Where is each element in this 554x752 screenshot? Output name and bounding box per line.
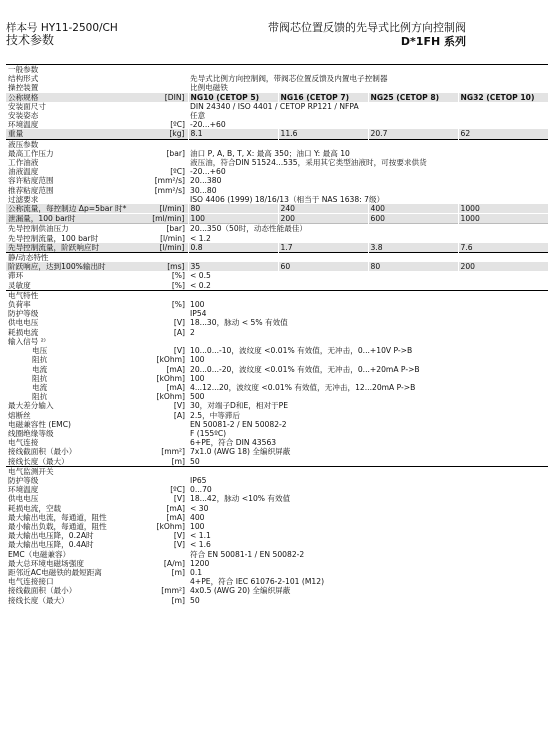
size-value: 200 (458, 262, 548, 271)
spec-row (6, 401, 548, 410)
parameter-value: < 1.2 (190, 233, 211, 243)
unit-label (132, 111, 188, 120)
parameter-label: 接线截面积（最小） (8, 447, 77, 457)
unit-label (132, 195, 188, 204)
unit-label: [m] (171, 456, 185, 466)
unit-label: [m] (171, 567, 185, 577)
parameter-value: 4...12...20，波纹度 <0.01% 有效值，无冲击，12...20mA P->B (190, 382, 416, 392)
parameter-label: 电磁兼容性 (EMC) (8, 419, 71, 429)
parameter-value: -20...+60 (190, 120, 226, 130)
parameter-value: 任意 (190, 111, 206, 121)
parameter-label: 先导控制流量，阶跃响应时 (6, 243, 132, 253)
unit-label: [kOhm] (156, 355, 185, 365)
parameter-label: 电气连接接口 (8, 577, 54, 587)
size-value: 11.6 (278, 129, 368, 139)
unit-label (132, 309, 188, 318)
unit-label (132, 253, 188, 263)
parameter-value: DIN 24340 / ISO 4401 / CETOP RP121 / NFPA (190, 101, 359, 111)
unit-label: [bar] (166, 148, 185, 158)
parameter-label: 阻抗 (32, 392, 48, 402)
spec-row (6, 262, 548, 271)
parameter-label: 安装面尺寸 (8, 101, 46, 111)
spec-row (6, 346, 548, 355)
parameter-label: 一般参数 (6, 65, 132, 75)
unit-label (132, 429, 188, 438)
unit-label: [ms] (132, 262, 188, 271)
spec-row (6, 167, 548, 176)
unit-label: [l/min] (160, 233, 185, 243)
unit-label (132, 476, 188, 485)
unit-label: [ºC] (170, 485, 185, 495)
parameter-value: 100 (190, 355, 205, 365)
parameter-label: 输入信号 ²⁾ (8, 336, 46, 346)
unit-label (132, 466, 188, 476)
parameter-label: 公称流量，每控制边 Δp=5bar 时* (6, 204, 132, 214)
unit-label (132, 577, 188, 586)
parameter-label: 操控装置 (8, 83, 39, 93)
size-value: 100 (188, 214, 278, 224)
size-value: 0.8 (188, 243, 278, 253)
spec-row (6, 531, 548, 540)
spec-row (6, 411, 548, 420)
unit-label: [V] (173, 531, 185, 541)
unit-label: [bar] (166, 224, 185, 234)
parameter-value: 20...0...-20，波纹度 <0.01% 有效值，无冲击，0...+20mA P->B (190, 364, 420, 374)
parameter-value: 油口 P, A, B, T, X: 最高 350；油口 Y: 最高 10 (190, 148, 350, 158)
parameter-label: 最大输出电压降，0.4A时 (8, 540, 94, 550)
parameter-value: 0...70 (190, 485, 212, 495)
parameter-value: 500 (190, 392, 205, 402)
size-value: 62 (458, 129, 548, 139)
unit-label (132, 74, 188, 83)
spec-row (6, 111, 548, 120)
parameter-value: 10...0...-10，波纹度 <0.01% 有效值，无冲击，0...+10V P->B (190, 346, 413, 356)
parameter-value: 2.5，中等滞后 (190, 410, 241, 420)
parameter-value: 比例电磁铁 (190, 83, 228, 93)
size-value: 3.8 (368, 243, 458, 253)
unit-label (132, 65, 188, 75)
unit-label (132, 337, 188, 346)
unit-label: [%] (171, 280, 185, 290)
parameter-value: 先导式比例方向控制阀，带阀芯位置反馈及内置电子控制器 (190, 74, 388, 84)
spec-row (6, 300, 548, 309)
spec-row (6, 374, 548, 383)
spec-row (6, 74, 548, 83)
size-value: NG16 (CETOP 7) (278, 93, 368, 102)
size-value: 80 (368, 262, 458, 271)
parameter-value (188, 337, 548, 346)
unit-label (132, 102, 188, 111)
parameter-label: 阶跃响应，达到100%输出时 (6, 262, 132, 271)
unit-label: [V] (173, 401, 185, 411)
spec-row (6, 195, 548, 204)
parameter-label: 先导控制供油压力 (8, 224, 69, 234)
size-value: NG32 (CETOP 10) (458, 93, 548, 102)
size-value: NG10 (CETOP 5) (188, 93, 278, 102)
parameter-label: 结构形式 (8, 74, 39, 84)
parameter-value: < 30 (190, 503, 209, 513)
spec-row (6, 214, 548, 224)
unit-label (132, 290, 188, 300)
size-value: 240 (278, 204, 368, 214)
unit-label: [V] (173, 318, 185, 328)
parameter-label: 供电电压 (8, 494, 39, 504)
unit-label: [mA] (166, 512, 185, 522)
spec-row (6, 577, 548, 586)
product-series: D*1FH 系列 (400, 35, 466, 48)
unit-label (132, 139, 188, 149)
unit-label: [mA] (166, 364, 185, 374)
parameter-value: < 0.5 (190, 271, 211, 281)
unit-label (132, 550, 188, 559)
unit-label: [l/min] (132, 243, 188, 253)
parameter-label: 工作油液 (8, 158, 39, 168)
parameter-value: 20...350（50时，动态性能最佳） (190, 224, 307, 234)
parameter-label: 环境温度 (8, 120, 39, 130)
parameter-label: 推荐粘度范围 (8, 185, 54, 195)
parameter-label: 泄漏量，100 bar时 (6, 214, 132, 224)
parameter-value: IP54 (190, 309, 207, 319)
parameter-value: 100 (190, 521, 205, 531)
size-value: 35 (188, 262, 278, 271)
spec-row (6, 120, 548, 129)
parameter-value (188, 253, 548, 263)
parameter-value: 50 (190, 595, 200, 605)
parameter-value: 4x0.5 (AWG 20) 全编织屏蔽 (190, 586, 291, 596)
parameter-value (188, 139, 548, 149)
parameter-label: 安装姿态 (8, 111, 39, 121)
spec-row (6, 540, 548, 549)
spec-row (6, 318, 548, 327)
parameter-value: EN 50081-2 / EN 50082-2 (190, 419, 287, 429)
parameter-label: 耗损电流 (8, 327, 39, 337)
section-header-row (6, 253, 548, 263)
spec-row (6, 309, 548, 318)
catalog-number: 样本号 HY11-2500/CH (6, 22, 118, 34)
unit-label: [mA] (166, 503, 185, 513)
unit-label: [mm²] (161, 586, 185, 596)
spec-row (6, 93, 548, 102)
unit-label (132, 438, 188, 447)
parameter-value: 18...42，脉动 <10% 有效值 (190, 494, 291, 504)
size-value: 60 (278, 262, 368, 271)
unit-label (132, 420, 188, 429)
spec-row (6, 438, 548, 447)
parameter-label: 接线长度（最大） (8, 595, 69, 605)
unit-label: [mm²/s] (154, 185, 185, 195)
spec-row (6, 328, 548, 337)
parameter-label: 静/动态特性 (6, 253, 132, 263)
product-title: 带阀芯位置反馈的先导式比例方向控制阀 (268, 21, 466, 34)
parameter-value: 30，对端子D和E，相对于PE (190, 401, 289, 411)
spec-row (6, 457, 548, 467)
parameter-value: < 1.6 (190, 540, 211, 550)
parameter-label: 阻抗 (32, 373, 48, 383)
parameter-value: 18...30，脉动 < 5% 有效值 (190, 318, 288, 328)
unit-label: [%] (171, 300, 185, 310)
parameter-label: 重量 (6, 129, 132, 139)
unit-label: [kOhm] (156, 521, 185, 531)
parameter-label: 电气监测开关 (6, 466, 132, 476)
size-value: 20.7 (368, 129, 458, 139)
spec-row (6, 504, 548, 513)
parameter-label: 最大总环境电磁场强度 (8, 558, 84, 568)
parameter-value: 1200 (190, 558, 210, 568)
spec-table (6, 64, 548, 605)
parameter-label: 电压 (32, 346, 48, 356)
parameter-value: < 0.2 (190, 280, 211, 290)
spec-row (6, 392, 548, 401)
unit-label: [V] (173, 540, 185, 550)
spec-row (6, 513, 548, 522)
parameter-value: 7x1.0 (AWG 18) 全编织屏蔽 (190, 447, 291, 457)
spec-row (6, 485, 548, 494)
section-title: 技术参数 (6, 33, 55, 47)
spec-row (6, 281, 548, 291)
unit-label: [l/min] (132, 204, 188, 214)
unit-label (132, 158, 188, 167)
parameter-label: 电气特性 (6, 290, 132, 300)
unit-label: [ºC] (170, 167, 185, 177)
parameter-label: 耗损电流，空载 (8, 503, 62, 513)
parameter-label: 环境温度 (8, 485, 39, 495)
unit-label: [kOhm] (156, 392, 185, 402)
parameter-value: 4+PE，符合 IEC 61076-2-101 (M12) (190, 577, 325, 587)
parameter-label: 最大差分输入 (8, 401, 54, 411)
spec-row (6, 158, 548, 167)
spec-row (6, 149, 548, 158)
spec-row (6, 102, 548, 111)
parameter-label: 电流 (32, 364, 48, 374)
parameter-value: ISO 4406 (1999) 18/16/13（相当于 NAS 1638: 7级） (190, 194, 385, 204)
unit-label: [mm²] (161, 447, 185, 457)
spec-row (6, 586, 548, 595)
parameter-label: 容许粘度范围 (8, 176, 54, 186)
size-value: 200 (278, 214, 368, 224)
parameter-label: 电流 (32, 382, 48, 392)
parameter-value: 50 (190, 456, 200, 466)
parameter-value: 30...80 (190, 185, 217, 195)
unit-label: [V] (173, 494, 185, 504)
spec-row (6, 243, 548, 253)
parameter-value: IP65 (190, 475, 207, 485)
section-header-row (6, 290, 548, 300)
unit-label: [m] (171, 595, 185, 605)
unit-label: [kg] (132, 129, 188, 139)
unit-label: [ºC] (170, 120, 185, 130)
spec-row (6, 355, 548, 364)
unit-label (132, 83, 188, 92)
spec-row (6, 365, 548, 374)
unit-label: [DIN] (132, 93, 188, 102)
spec-row (6, 494, 548, 503)
parameter-label: 阻抗 (32, 355, 48, 365)
parameter-value: 400 (190, 512, 205, 522)
parameter-label: 电气连接 (8, 438, 39, 448)
parameter-value: 100 (190, 373, 205, 383)
parameter-value (188, 290, 548, 300)
unit-label: [kOhm] (156, 373, 185, 383)
parameter-label: EMC（电磁兼容） (8, 549, 71, 559)
parameter-value (188, 65, 548, 75)
size-value: 1000 (458, 204, 548, 214)
parameter-value: < 1.1 (190, 531, 211, 541)
unit-label: [mA] (166, 382, 185, 392)
parameter-value: 20...380 (190, 176, 222, 186)
parameter-label: 防护等级 (8, 309, 39, 319)
spec-row (6, 447, 548, 456)
spec-row (6, 129, 548, 139)
parameter-label: 线圈绝缘等级 (8, 428, 54, 438)
parameter-value: 2 (190, 327, 195, 337)
spec-row (6, 224, 548, 234)
spec-row (6, 420, 548, 429)
spec-row (6, 429, 548, 438)
size-value: 7.6 (458, 243, 548, 253)
size-value: 400 (368, 204, 458, 214)
spec-row (6, 383, 548, 392)
spec-row (6, 83, 548, 92)
parameter-label: 公称规格 (6, 93, 132, 102)
spec-row (6, 522, 548, 531)
parameter-label: 先导控制流量，100 bar时 (8, 233, 99, 243)
parameter-label: 接线长度（最大） (8, 456, 69, 466)
parameter-label: 最小输出负载，每通道，阻性 (8, 521, 107, 531)
section-header-row (6, 65, 548, 75)
unit-label: [A] (173, 327, 185, 337)
spec-row (6, 596, 548, 605)
parameter-label: 滞环 (8, 271, 24, 281)
unit-label: [ml/min] (132, 214, 188, 224)
size-value: 80 (188, 204, 278, 214)
size-value: 600 (368, 214, 458, 224)
parameter-value: -20...+60 (190, 167, 226, 177)
parameter-label: 液压参数 (6, 139, 132, 149)
spec-row (6, 234, 548, 243)
parameter-label: 供电电压 (8, 318, 39, 328)
unit-label: [%] (171, 271, 185, 281)
spec-row (6, 186, 548, 195)
parameter-label: 油液温度 (8, 167, 39, 177)
parameter-value (188, 466, 548, 476)
parameter-value: 6+PE，符合 DIN 43563 (190, 438, 277, 448)
spec-row (6, 204, 548, 214)
parameter-label: 负荷率 (8, 300, 31, 310)
unit-label: [mm²/s] (154, 176, 185, 186)
parameter-label: 最大输出电流，每通道，阻性 (8, 512, 107, 522)
unit-label: [V] (173, 346, 185, 356)
parameter-value: 0.1 (190, 567, 203, 577)
size-value: 8.1 (188, 129, 278, 139)
spec-row (6, 568, 548, 577)
size-value: 1.7 (278, 243, 368, 253)
unit-label: [A/m] (163, 558, 185, 568)
parameter-value: 100 (190, 300, 205, 310)
spec-row (6, 176, 548, 185)
spec-row (6, 559, 548, 568)
parameter-label: 距邻近AC电磁铁的最短距离 (8, 567, 102, 577)
parameter-label: 最高工作压力 (8, 148, 54, 158)
spec-row (6, 550, 548, 559)
size-value: NG25 (CETOP 8) (368, 93, 458, 102)
spec-row (6, 337, 548, 346)
spec-row (6, 476, 548, 485)
parameter-label: 过滤要求 (8, 194, 39, 204)
spec-row (6, 271, 548, 280)
size-value: 1000 (458, 214, 548, 224)
parameter-label: 灵敏度 (8, 280, 31, 290)
parameter-value: F (155ºC) (190, 428, 227, 438)
page-header (0, 0, 554, 58)
parameter-label: 防护等级 (8, 475, 39, 485)
parameter-label: 最大输出电压降，0.2A时 (8, 531, 94, 541)
unit-label: [A] (173, 410, 185, 420)
parameter-value: 符合 EN 50081-1 / EN 50082-2 (190, 549, 305, 559)
section-header-row (6, 139, 548, 149)
parameter-label: 熔断丝 (8, 410, 31, 420)
section-header-row (6, 466, 548, 476)
parameter-label: 接线截面积（最小） (8, 586, 77, 596)
parameter-value: 液压油，符合DIN 51524...535，采用其它类型油液时，可按要求供货 (190, 158, 427, 168)
